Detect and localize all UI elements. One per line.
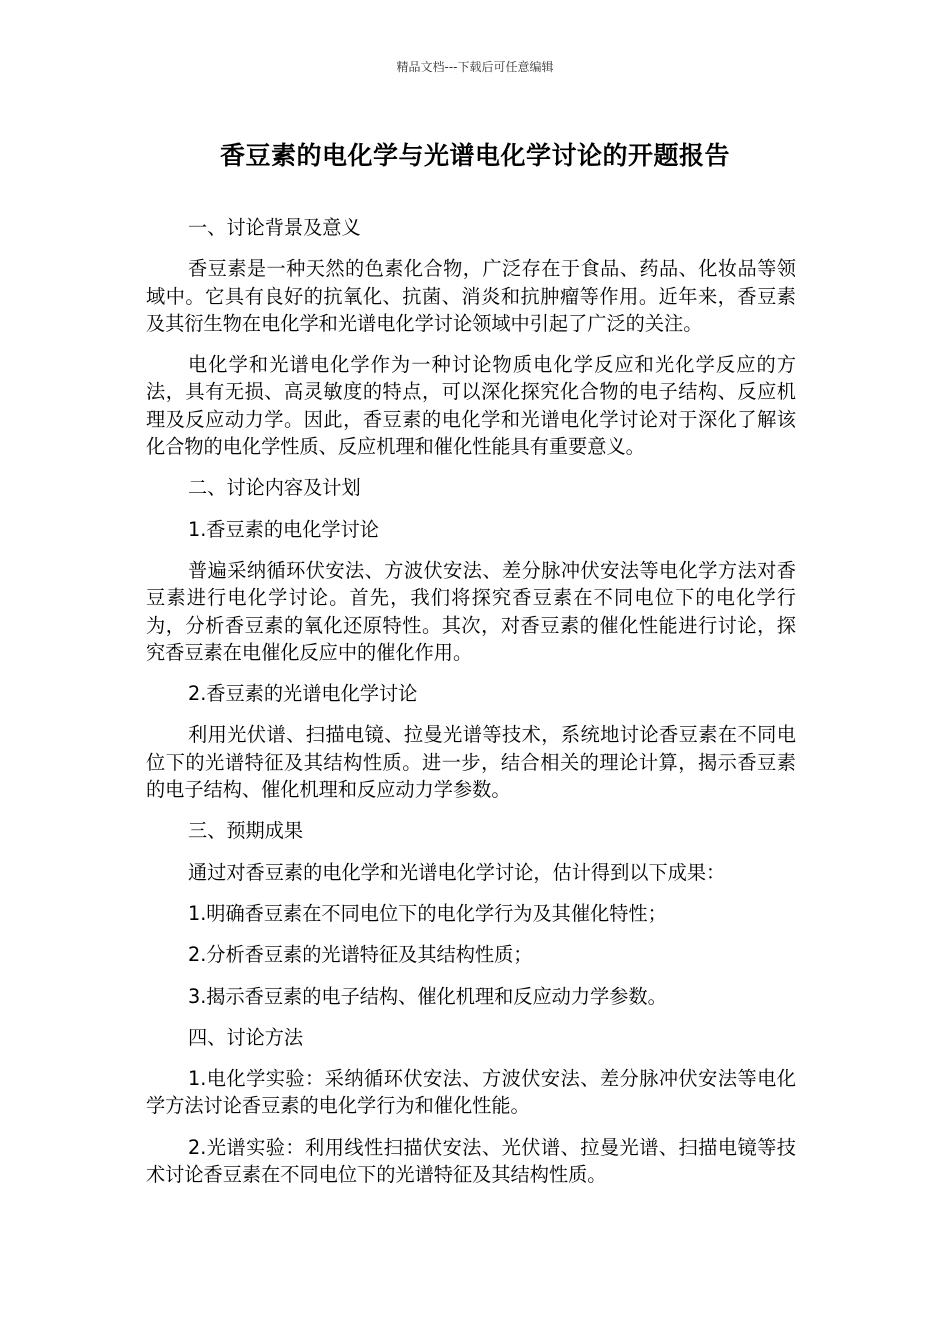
list-item-expected-1: 1.明确香豆素在不同电位下的电化学行为及其催化特性； [188, 901, 667, 925]
section-heading-expected-results: 三、预期成果 [188, 819, 304, 843]
paragraph-electrochemistry: 普遍采纳循环伏安法、方波伏安法、差分脉冲伏安法等电化学方法对香豆素进行电化学讨论。首先，我们将探究香豆素在不同电位下的电化学行为，分析香豆素的氧化还原特性。其次，对香豆素的催化性能进行讨论，探究香豆素在电催化反应中的催化作用。 [146, 558, 796, 664]
list-item-method-1: 1.电化学实验：采纳循环伏安法、方波伏安法、差分脉冲伏安法等电化学方法讨论香豆素的电化学行为和催化性能。 [146, 1067, 796, 1118]
subheading-electrochemistry: 1.香豆素的电化学讨论 [188, 517, 379, 541]
section-heading-methods: 四、讨论方法 [188, 1025, 304, 1049]
section-heading-background: 一、讨论背景及意义 [188, 216, 361, 239]
document-body [146, 214, 796, 1202]
document-title: 香豆素的电化学与光谱电化学讨论的开题报告 [219, 141, 730, 170]
paragraph-background-2: 电化学和光谱电化学作为一种讨论物质电化学反应和光化学反应的方法，具有无损、高灵敏度的特点，可以深化探究化合物的电子结构、反应机理及反应动力学。因此，香豆素的电化学和光谱电化学讨论对于深化了解该化合物的电化学性质、反应机理和催化性能具有重要意义。 [146, 353, 796, 459]
paragraph-background-1: 香豆素是一种天然的色素化合物，广泛存在于食品、药品、化妆品等领域中。它具有良好的抗氧化、抗菌、消炎和抗肿瘤等作用。近年来，香豆素及其衍生物在电化学和光谱电化学讨论领域中引起了广泛的关注。 [146, 257, 796, 335]
section-heading-content-plan: 二、讨论内容及计划 [188, 476, 361, 500]
list-item-expected-2: 2.分析香豆素的光谱特征及其结构性质； [188, 943, 533, 967]
list-item-expected-3: 3.揭示香豆素的电子结构、催化机理和反应动力学参数。 [188, 984, 667, 1008]
list-item-method-2: 2.光谱实验：利用线性扫描伏安法、光伏谱、拉曼光谱、扫描电镜等技术讨论香豆素在不同电位下的光谱特征及其结构性质。 [146, 1135, 796, 1187]
header-note: 精品文档---下载后可任意编辑 [396, 60, 554, 74]
paragraph-expected-intro: 通过对香豆素的电化学和光谱电化学讨论，估计得到以下成果： [188, 860, 726, 884]
paragraph-spectroelectrochemistry: 利用光伏谱、扫描电镜、拉曼光谱等技术，系统地讨论香豆素在不同电位下的光谱特征及其结构性质。进一步，结合相关的理论计算，揭示香豆素的电子结构、催化机理和反应动力学参数。 [146, 723, 796, 802]
subheading-spectroelectrochemistry: 2.香豆素的光谱电化学讨论 [188, 682, 418, 706]
